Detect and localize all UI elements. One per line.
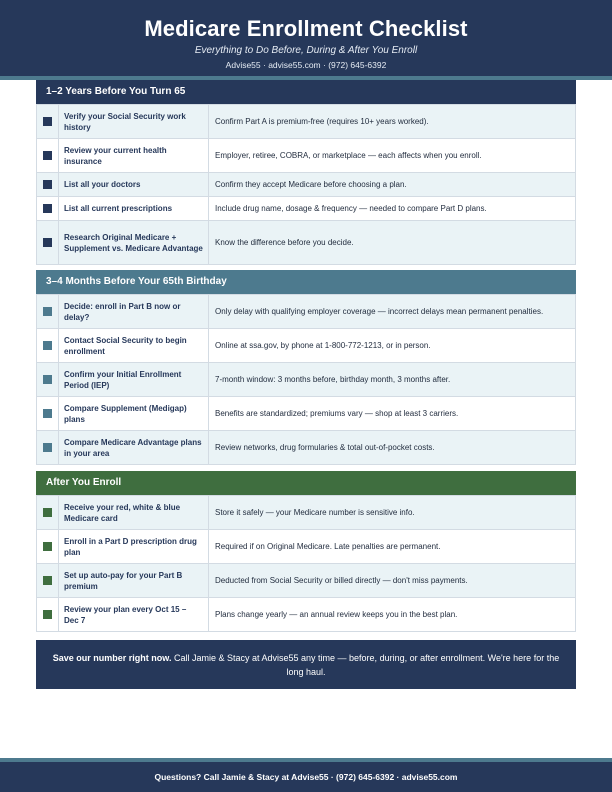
checkbox[interactable] <box>43 508 52 517</box>
task-note: Include drug name, dosage & frequency — needed to compare Part D plans. <box>209 197 576 221</box>
task-note: Only delay with qualifying employer coverage — incorrect delays mean permanent penalties. <box>209 295 576 329</box>
task-label: Verify your Social Security work history <box>59 105 209 139</box>
page-title: Medicare Enrollment Checklist <box>144 16 468 41</box>
section-before-65 <box>36 80 576 265</box>
checkbox[interactable] <box>43 204 52 213</box>
checklist-row <box>37 431 576 465</box>
page-subtitle: Everything to Do Before, During & After You Enroll <box>194 45 418 56</box>
checklist-row <box>37 397 576 431</box>
task-label: Receive your red, white & blue Medicare card <box>59 496 209 530</box>
task-label: Compare Medicare Advantage plans in your area <box>59 431 209 465</box>
checkbox[interactable] <box>43 375 52 384</box>
checkbox[interactable] <box>43 238 52 247</box>
task-label: Decide: enroll in Part B now or delay? <box>59 295 209 329</box>
checklist-row <box>37 496 576 530</box>
section-after-enroll <box>36 471 576 632</box>
task-label: Review your plan every Oct 15 – Dec 7 <box>59 598 209 632</box>
checklist-row <box>37 363 576 397</box>
checklist-row <box>37 139 576 173</box>
header-contact: Advise55 · advise55.com · (972) 645-6392 <box>225 60 387 70</box>
checklist-row <box>37 329 576 363</box>
task-note: Employer, retiree, COBRA, or marketplace — each affects when you enroll. <box>209 139 576 173</box>
checklist-table <box>36 104 576 265</box>
section-months-before <box>36 270 576 465</box>
section-header: After You Enroll <box>36 471 576 495</box>
task-label: Research Original Medicare + Supplement vs. Medicare Advantage <box>59 221 209 265</box>
callout-box <box>36 640 576 689</box>
checklist-row <box>37 197 576 221</box>
checklist-row <box>37 221 576 265</box>
checklist-row <box>37 598 576 632</box>
callout-text: Call Jamie & Stacy at Advise55 any time — before, during, or after enrollment. We're here for the long haul. <box>171 653 560 677</box>
task-note: Store it safely — your Medicare number is sensitive info. <box>209 496 576 530</box>
task-label: Compare Supplement (Medigap) plans <box>59 397 209 431</box>
checklist-row <box>37 105 576 139</box>
task-label: List all current prescriptions <box>59 197 209 221</box>
task-note: Confirm Part A is premium-free (requires 10+ years worked). <box>209 105 576 139</box>
checkbox[interactable] <box>43 117 52 126</box>
task-note: Deducted from Social Security or billed directly — don't miss payments. <box>209 564 576 598</box>
task-note: 7-month window: 3 months before, birthday month, 3 months after. <box>209 363 576 397</box>
task-note: Plans change yearly — an annual review keeps you in the best plan. <box>209 598 576 632</box>
checkbox[interactable] <box>43 443 52 452</box>
task-note: Required if on Original Medicare. Late penalties are permanent. <box>209 530 576 564</box>
task-label: Contact Social Security to begin enrollment <box>59 329 209 363</box>
checkbox[interactable] <box>43 610 52 619</box>
task-label: Enroll in a Part D prescription drug plan <box>59 530 209 564</box>
callout-bold: Save our number right now. <box>52 653 172 663</box>
checkbox[interactable] <box>43 576 52 585</box>
task-label: List all your doctors <box>59 173 209 197</box>
checkbox[interactable] <box>43 409 52 418</box>
checklist-table <box>36 294 576 465</box>
task-note: Confirm they accept Medicare before choosing a plan. <box>209 173 576 197</box>
checklist-row <box>37 530 576 564</box>
task-note: Know the difference before you decide. <box>209 221 576 265</box>
task-label: Review your current health insurance <box>59 139 209 173</box>
section-header: 1–2 Years Before You Turn 65 <box>36 80 576 104</box>
checklist-row <box>37 564 576 598</box>
checklist-row <box>37 173 576 197</box>
checkbox[interactable] <box>43 180 52 189</box>
task-label: Confirm your Initial Enrollment Period (IEP) <box>59 363 209 397</box>
checkbox[interactable] <box>43 307 52 316</box>
checklist-row <box>37 295 576 329</box>
page-footer: Questions? Call Jamie & Stacy at Advise55 · (972) 645-6392 · advise55.com <box>0 762 612 792</box>
section-header: 3–4 Months Before Your 65th Birthday <box>36 270 576 294</box>
task-note: Benefits are standardized; premiums vary — shop at least 3 carriers. <box>209 397 576 431</box>
checkbox[interactable] <box>43 341 52 350</box>
checklist-table <box>36 495 576 632</box>
page-header <box>0 0 612 76</box>
checkbox[interactable] <box>43 542 52 551</box>
checkbox[interactable] <box>43 151 52 160</box>
task-label: Set up auto-pay for your Part B premium <box>59 564 209 598</box>
task-note: Review networks, drug formularies & total out-of-pocket costs. <box>209 431 576 465</box>
task-note: Online at ssa.gov, by phone at 1-800-772-1213, or in person. <box>209 329 576 363</box>
